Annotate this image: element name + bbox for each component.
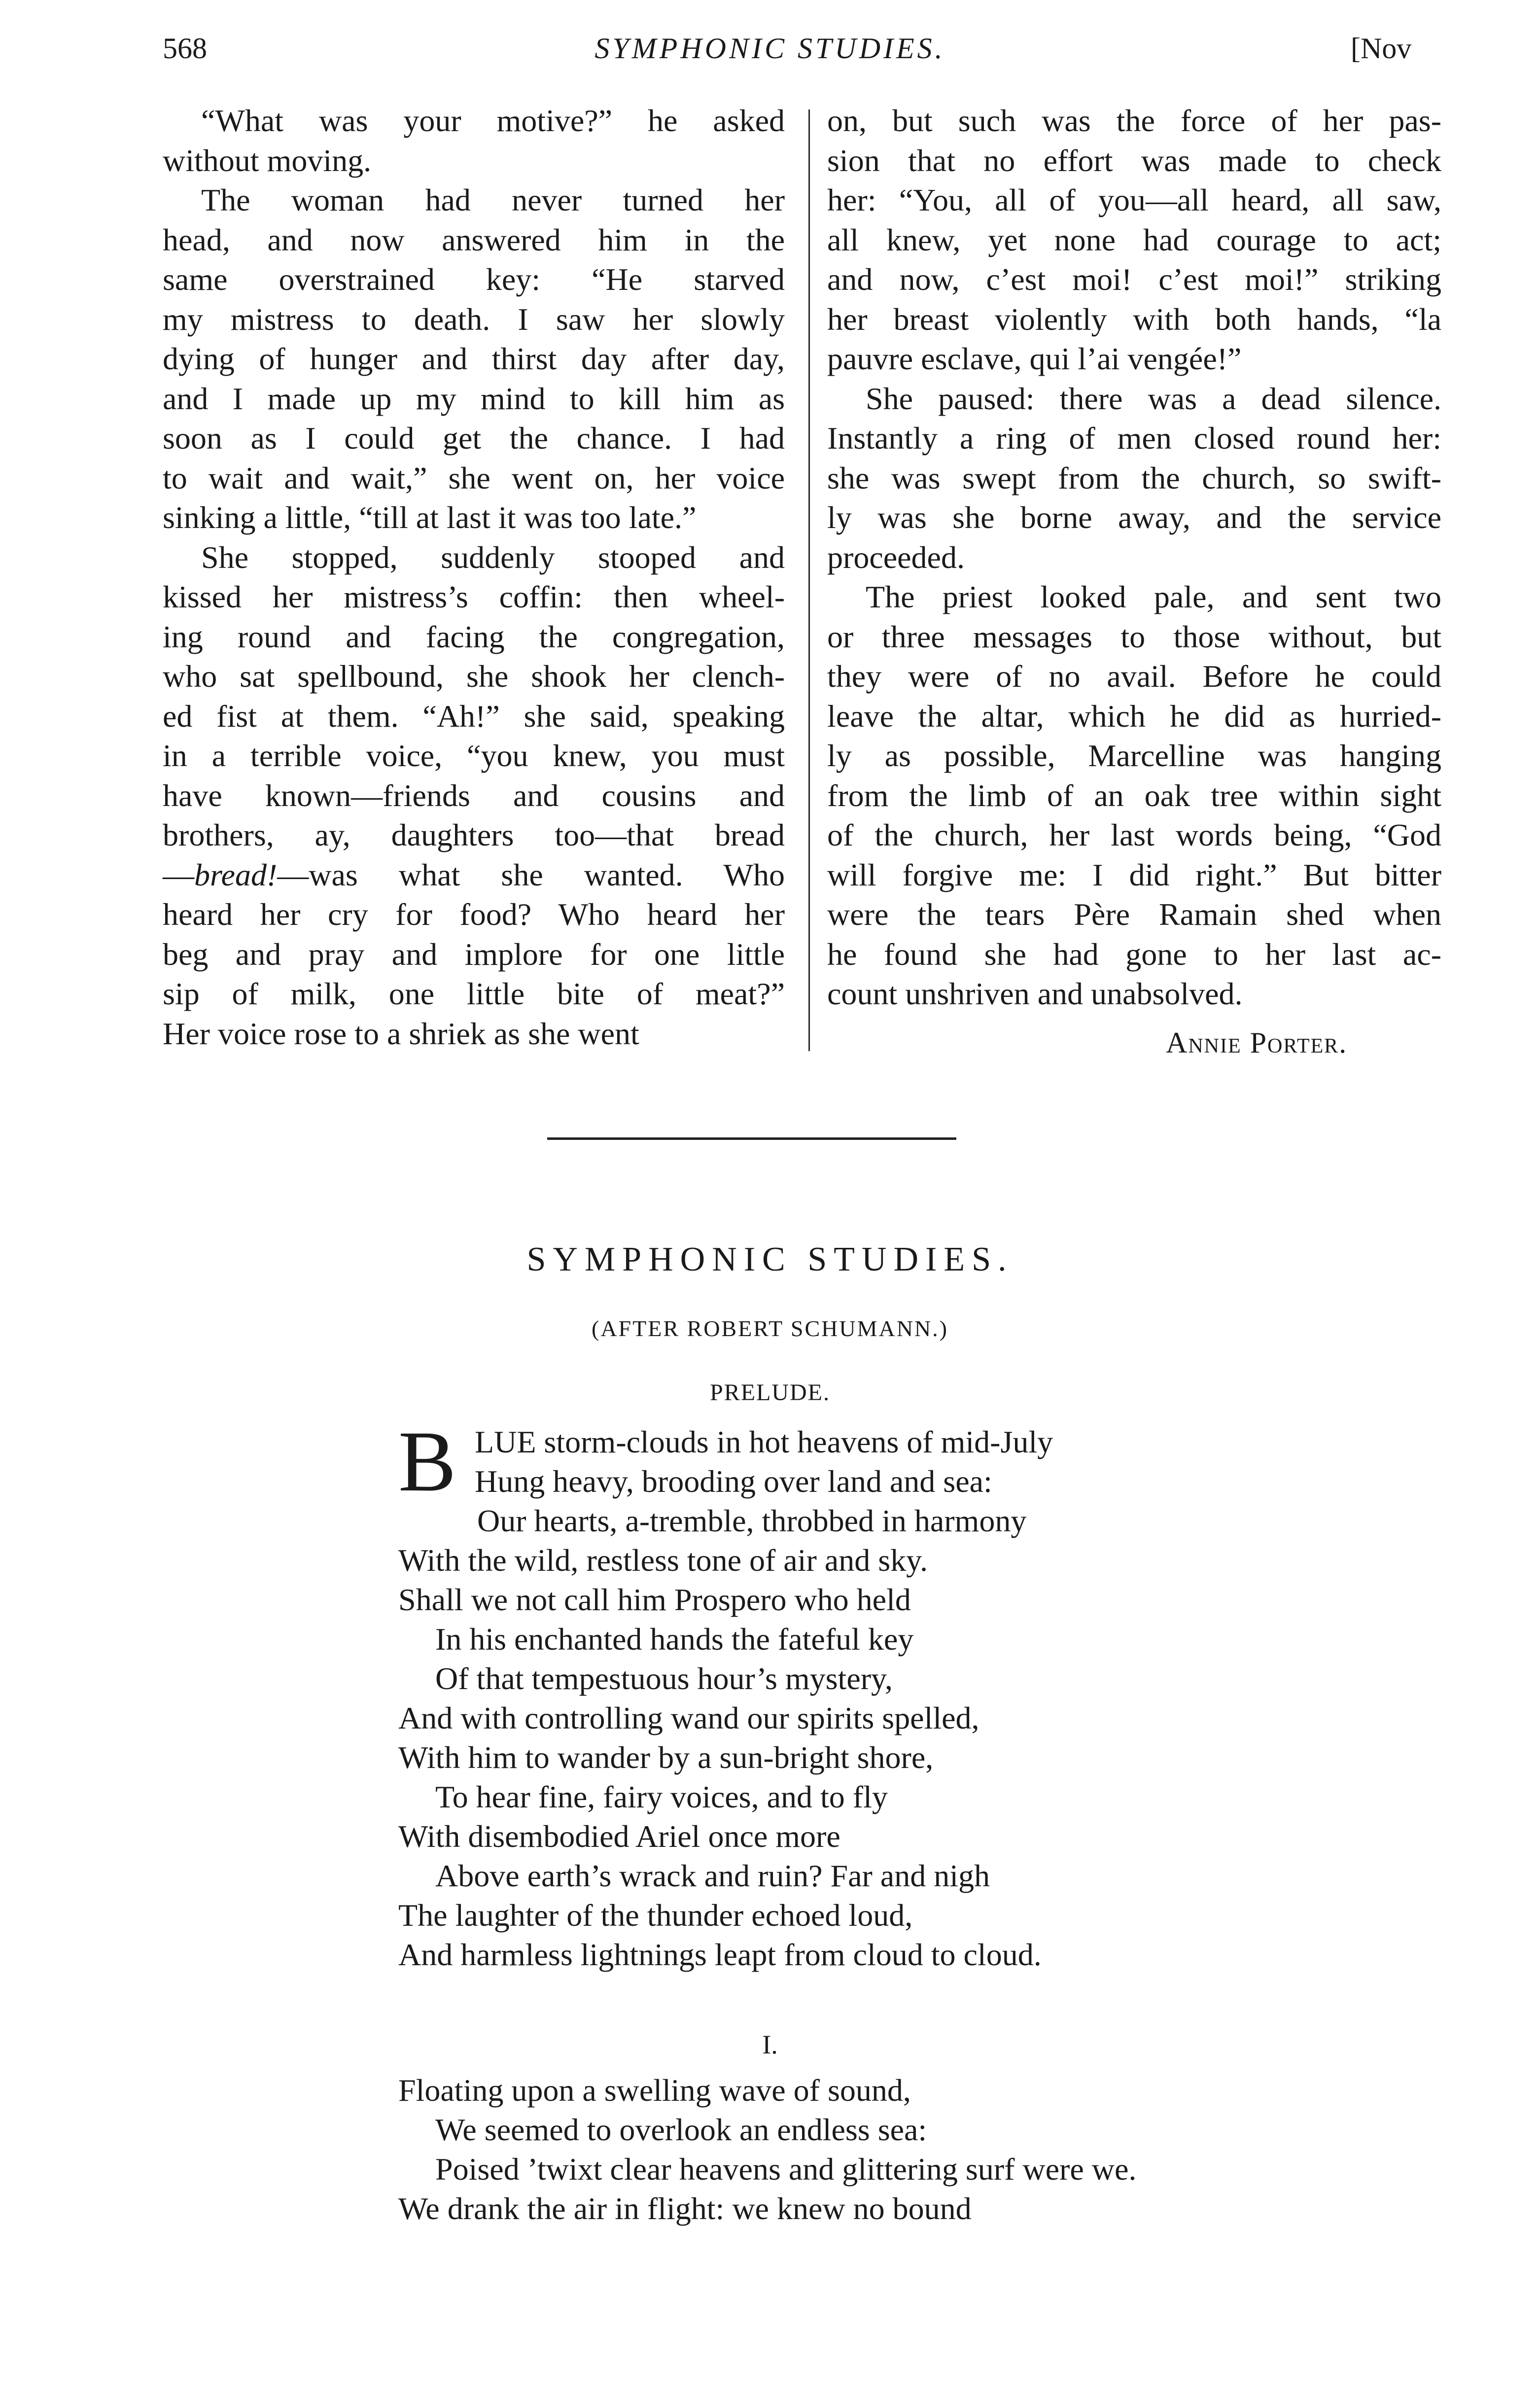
text-line: and now, c’est moi! c’est moi!” striking [827, 262, 1441, 297]
text-line: in a terrible voice, “you knew, you must [163, 738, 785, 773]
prelude-heading: PRELUDE. [710, 1379, 830, 1406]
text-line: sinking a little, “till at last it was too late.” [163, 500, 697, 535]
text-line: all knew, yet none had courage to act; [827, 222, 1441, 257]
left-column [163, 101, 785, 1054]
running-title: SYMPHONIC STUDIES. [595, 32, 945, 65]
text-line: sip of milk, one little bite of meat?” [163, 976, 785, 1011]
poem-line: In his enchanted hands the fateful key [435, 1622, 914, 1657]
article-subtitle: (AFTER ROBERT SCHUMANN.) [592, 1316, 948, 1341]
text-line: who sat spellbound, she shook her clench- [163, 659, 785, 694]
italic-emphasis: bread! [194, 857, 278, 892]
text-line: kissed her mistress’s coffin: then wheel- [163, 579, 785, 614]
text-line: Instantly a ring of men closed round her: [827, 421, 1441, 456]
text-line: on, but such was the force of her pas- [827, 103, 1441, 138]
text-line: ed fist at them. “Ah!” she said, speaking [163, 698, 785, 734]
poem-prelude [398, 1414, 1053, 1975]
text-line: The priest looked pale, and sent two [866, 579, 1441, 614]
poem-section-one [398, 2071, 1136, 2228]
text-line: beg and pray and implore for one little [163, 936, 785, 972]
text-line: from the limb of an oak tree within sight [827, 778, 1441, 813]
text-line: She stopped, suddenly stooped and [201, 539, 785, 575]
poem-line: We seemed to overlook an endless sea: [435, 2112, 927, 2147]
paragraph [163, 538, 785, 1054]
poem-line: Poised ’twixt clear heavens and glittering surf were we. [435, 2152, 1137, 2187]
text-line: will forgive me: I did right.” But bitter [827, 857, 1441, 892]
poem-line: The laughter of the thunder echoed loud, [398, 1898, 913, 1933]
article-title: SYMPHONIC STUDIES. [526, 1240, 1014, 1278]
text-line: her: “You, all of you—all heard, all saw, [827, 182, 1441, 217]
text-line: of the church, her last words being, “God [827, 817, 1441, 852]
text-line: head, and now answered him in the [163, 222, 785, 257]
text-line: same overstrained key: “He starved [163, 262, 785, 297]
text-line: ly was she borne away, and the service [827, 500, 1441, 535]
page-number: 568 [163, 32, 207, 65]
text-line: heard her cry for food? Who heard her [163, 897, 785, 932]
paragraph [827, 101, 1441, 379]
poem-line: Of that tempestuous hour’s mystery, [435, 1661, 893, 1696]
text-line: The woman had never turned her [201, 182, 785, 217]
paragraph [827, 577, 1441, 1014]
text-line: and I made up my mind to kill him as [163, 381, 785, 416]
poem-line: Shall we not call him Prospero who held [398, 1582, 911, 1617]
text-line: She paused: there was a dead silence. [866, 381, 1441, 416]
text-line: ing round and facing the congregation, [163, 619, 785, 654]
drop-cap: B [398, 1414, 456, 1510]
author-signature: Annie Porter. [1166, 1026, 1348, 1059]
poem-line: And harmless lightnings leapt from cloud to cloud. [398, 1937, 1042, 1972]
poem-line: With the wild, restless tone of air and sky. [398, 1543, 928, 1578]
text-line: leave the altar, which he did as hurried- [827, 698, 1441, 734]
text-line: her breast violently with both hands, “la [827, 301, 1441, 337]
text-line: proceeded. [827, 539, 965, 575]
text-line: they were of no avail. Before he could [827, 659, 1441, 694]
poem-line: Above earth’s wrack and ruin? Far and nigh [435, 1858, 990, 1893]
paragraph [163, 180, 785, 538]
paragraph [827, 379, 1441, 578]
poem-line: With disembodied Ariel once more [398, 1819, 840, 1854]
text-line: count unshriven and unabsolved. [827, 976, 1243, 1011]
text-line: have known—friends and cousins and [163, 778, 785, 813]
text-line: she was swept from the church, so swift- [827, 460, 1441, 495]
text-line: soon as I could get the chance. I had [163, 421, 785, 456]
poem-line: To hear fine, fairy voices, and to fly [435, 1779, 888, 1814]
section-one-heading: I. [762, 2030, 778, 2059]
text-line: “What was your motive?” he asked [201, 103, 785, 138]
text-line: or three messages to those without, but [827, 619, 1441, 654]
running-month: [Nov [1351, 32, 1412, 65]
text-line: brothers, ay, daughters too—that bread [163, 817, 785, 852]
text-line: my mistress to death. I saw her slowly [163, 301, 785, 337]
column-divider [808, 109, 810, 1051]
section-rule [547, 1137, 956, 1140]
poem-line: And with controlling wand our spirits spelled, [398, 1700, 980, 1735]
poem-line: Hung heavy, brooding over land and sea: [475, 1464, 992, 1499]
text-line: Her voice rose to a shriek as she went [163, 1016, 639, 1051]
right-column [827, 101, 1441, 1014]
text-line: ly as possible, Marcelline was hanging [827, 738, 1441, 773]
poem-line: LUE storm-clouds in hot heavens of mid-July [475, 1424, 1053, 1459]
text-line: were the tears Père Ramain shed when [827, 897, 1441, 932]
poem-line: We drank the air in flight: we knew no bound [398, 2191, 972, 2226]
paragraph [163, 101, 785, 180]
text-line: he found she had gone to her last ac- [827, 936, 1441, 972]
poem-line: Our hearts, a-tremble, throbbed in harmony [477, 1503, 1027, 1538]
poem-line: Floating upon a swelling wave of sound, [398, 2073, 911, 2108]
text-line: without moving. [163, 142, 372, 178]
text-line: sion that no effort was made to check [827, 142, 1441, 178]
text-line: pauvre esclave, qui l’ai vengée!” [827, 341, 1242, 376]
text-line: dying of hunger and thirst day after day, [163, 341, 785, 376]
text-line: —bread!—was what she wanted. Who [163, 857, 785, 892]
poem-line: With him to wander by a sun-bright shore, [398, 1740, 934, 1775]
text-line: to wait and wait,” she went on, her voice [163, 460, 785, 495]
